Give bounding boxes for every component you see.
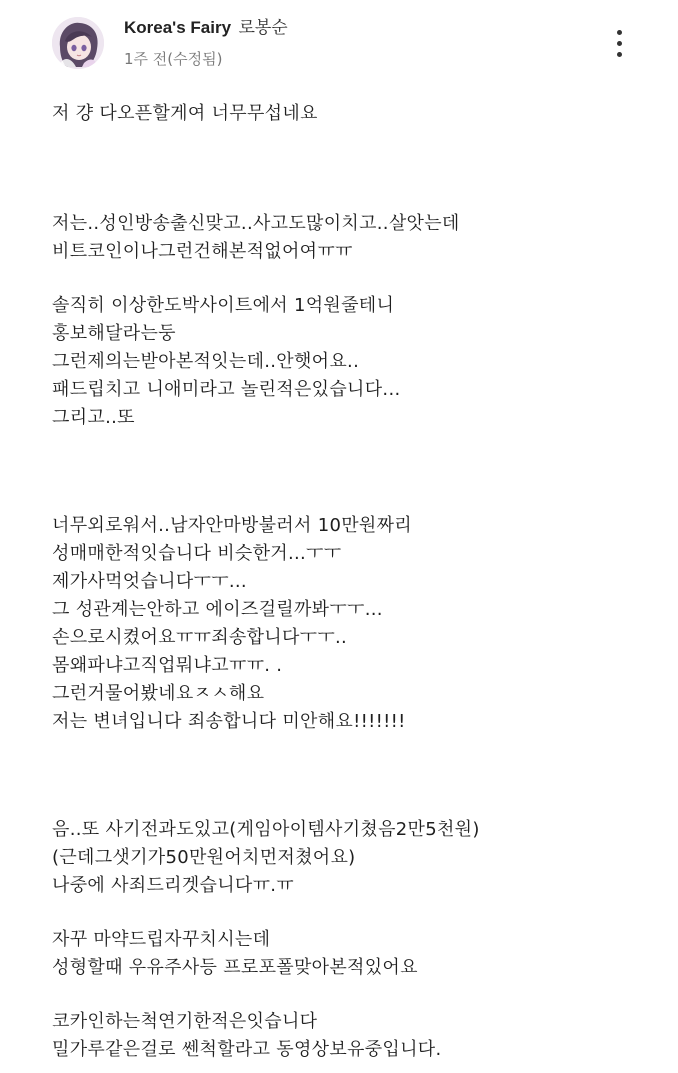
comment-line: 너무외로워서..남자안마방불러서 10만원짜리	[52, 515, 412, 536]
comment-line: 그리고..또	[52, 407, 135, 428]
author-handle[interactable]: 로봉순	[238, 18, 288, 38]
comment-line: 성매매한적잇습니다 비슷한거...ㅜㅜ	[52, 543, 342, 564]
author-line	[124, 16, 288, 40]
more-vert-icon[interactable]	[604, 28, 636, 60]
avatar-illustration	[52, 17, 104, 69]
comment-line: 저는..성인방송출신맞고..사고도많이치고..살앗는데	[52, 213, 460, 234]
comment-timestamp: 1주 전(수정됨)	[124, 50, 223, 68]
comment-line: 나중에 사죄드리겟습니다ㅠ.ㅠ	[52, 875, 294, 896]
comment-line: 밀가루같은걸로 쎈척할라고 동영상보유중입니다.	[52, 1039, 442, 1060]
comment-line: 제가사먹엇습니다ㅜㅜ...	[52, 571, 247, 592]
comment-line: 솔직히 이상한도박사이트에서 1억원줄테니	[52, 295, 395, 316]
comment-line: 성형할때 우유주사등 프로포폴맞아본적있어요	[52, 957, 418, 978]
comment-header	[0, 0, 678, 90]
comment-line: 그런제의는받아본적잇는데..안햇어요..	[52, 351, 360, 372]
comment-line: 코카인하는척연기한적은잇습니다	[52, 1011, 318, 1032]
comment-line: 음..또 사기전과도있고(게임아이템사기쳤음2만5천원)	[52, 819, 480, 840]
comment-line: 그 성관계는안하고 에이즈걸릴까봐ㅜㅜ...	[52, 599, 383, 620]
comment-line: 자꾸 마약드립자꾸치시는데	[52, 929, 271, 950]
comment-line: 몸왜파냐고직업뭐냐고ㅠㅠ. .	[52, 655, 283, 676]
comment-line: 패드립치고 니애미라고 놀린적은있습니다...	[52, 379, 401, 400]
comment-line: 비트코인이나그런건해본적없어여ㅠㅠ	[52, 241, 353, 262]
comment-line: 저 걍 다오픈할게여 너무무섭네요	[52, 103, 318, 124]
avatar[interactable]	[52, 17, 104, 69]
comment-line: 저는 변녀입니다 죄송합니다 미안해요!!!!!!!	[52, 711, 406, 732]
comment-line: (근데그샛기가50만원어치먼저쳤어요)	[52, 847, 356, 868]
comment-line: 홍보해달라는둥	[52, 323, 176, 344]
author-name[interactable]: Korea's Fairy	[124, 18, 232, 37]
comment-line: 손으로시켰어요ㅠㅠ죄송합니다ㅜㅜ..	[52, 627, 348, 648]
comment-line: 그런거물어봤네요ㅈㅅ해요	[52, 683, 265, 704]
